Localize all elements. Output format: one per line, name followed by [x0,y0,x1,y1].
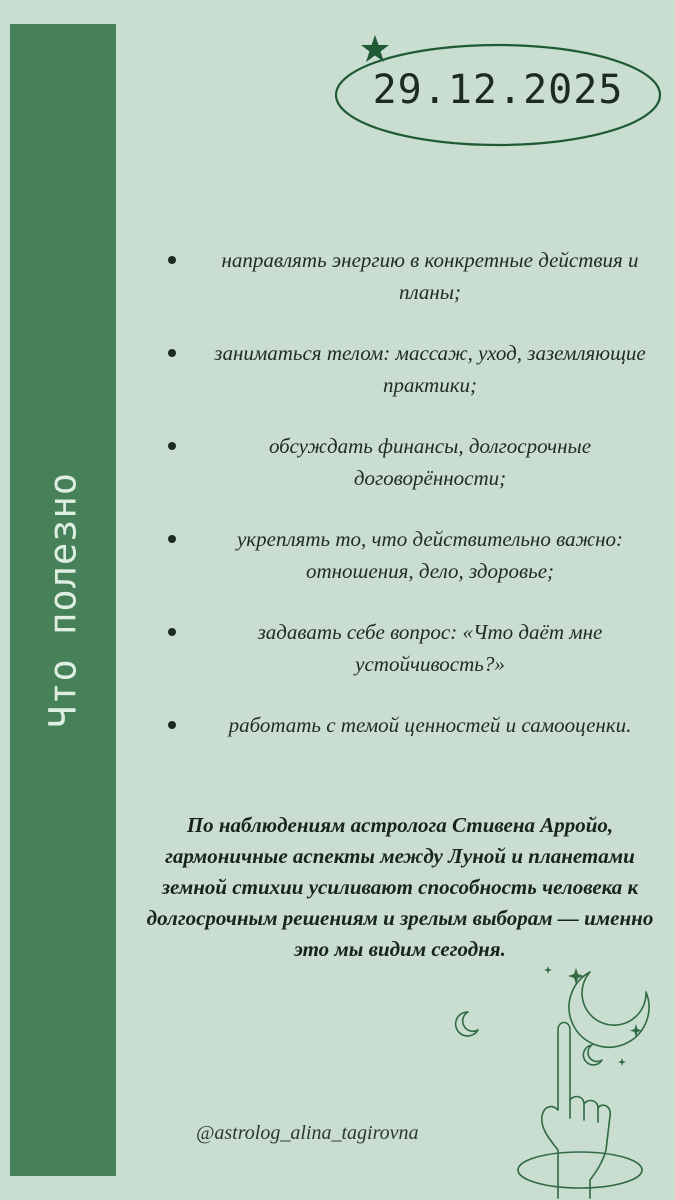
tip-text: работать с темой ценностей и самооценки. [228,713,632,737]
bullet-icon [168,442,176,450]
list-item [150,244,660,337]
side-title: Что полезно [41,471,85,729]
date-text: 29.12.2025 [372,67,624,113]
bullet-icon [168,628,176,636]
list-item [150,523,660,616]
crescent-moon-icon [456,1012,478,1036]
date-badge [332,40,664,150]
author-handle: @astrolog_alina_tagirovna [196,1122,419,1144]
list-item [150,709,660,802]
astrologer-quote: По наблюдениям астролога Стивена Арройо, гармоничные аспекты между Луной и планетами земной стихии усиливают способность человека к долгосрочным решениям и зрелым выборам — именно это мы видим сегодня. [146,813,654,961]
tip-text: заниматься телом: массаж, уход, заземляющие практики; [214,341,646,397]
bullet-icon [168,535,176,543]
tip-text: направлять энергию в конкретные действия и планы; [221,248,639,304]
bullet-icon [168,256,176,264]
bullet-icon [168,721,176,729]
list-item [150,337,660,430]
tip-text: задавать себе вопрос: «Что даёт мне устойчивость?» [257,620,603,676]
sparkle-icon [618,1058,626,1066]
bullet-icon [168,349,176,357]
sparkle-icon [568,968,584,984]
list-item [150,616,660,709]
sparkle-icon [544,966,552,974]
crescent-moon-icon [569,972,649,1047]
star-icon [360,34,390,64]
tips-list [150,244,660,802]
list-item [150,430,660,523]
tip-text: укреплять то, что действительно важно: отношения, дело, здоровье; [236,527,624,583]
crescent-moon-icon [583,1045,602,1065]
tip-text: обсуждать финансы, долгосрочные договорённости; [268,434,592,490]
sparkle-icon [630,1024,642,1037]
moon-hand-illustration [440,950,675,1200]
hand-pointing-up-icon [542,1023,611,1199]
